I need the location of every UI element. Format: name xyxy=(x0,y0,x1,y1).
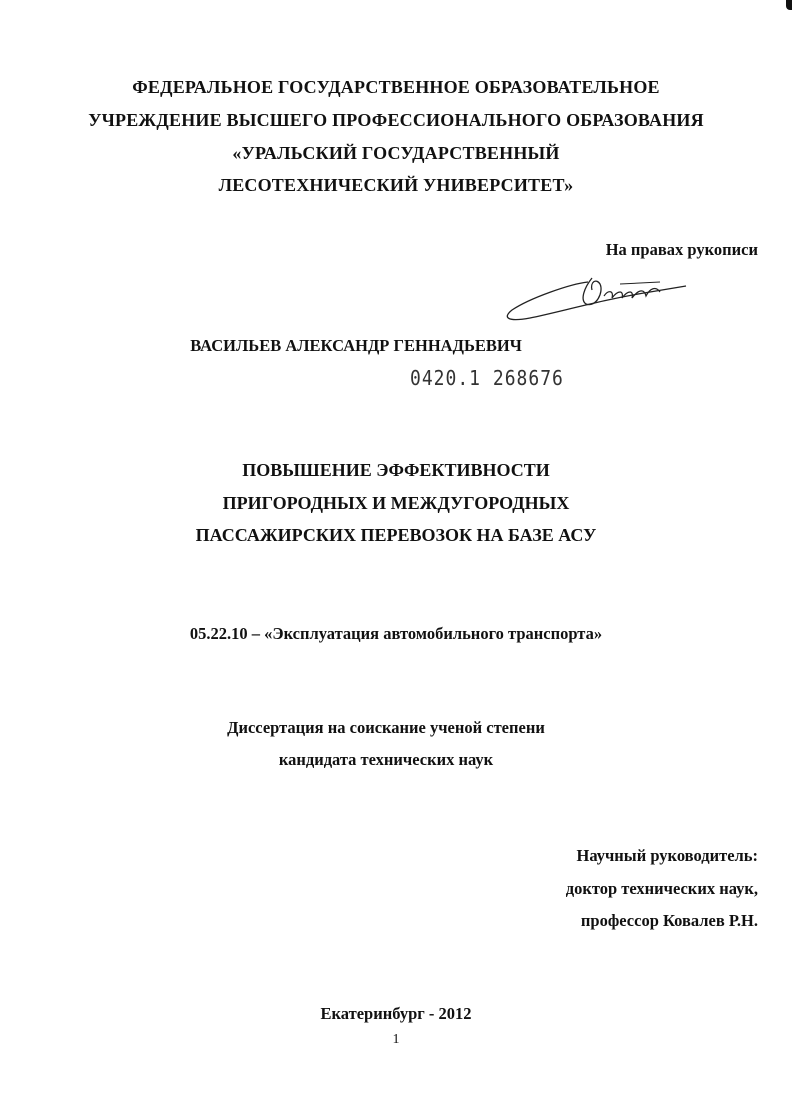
author-signature xyxy=(500,270,690,330)
author-name: ВАСИЛЬЕВ АЛЕКСАНДР ГЕННАДЬЕВИЧ xyxy=(190,336,522,355)
city-year: Екатеринбург - 2012 xyxy=(320,1004,472,1023)
dissertation-title-line-1: ПОВЫШЕНИЕ ЭФФЕКТИВНОСТИ xyxy=(242,460,550,480)
degree-line-1: Диссертация на соискание ученой степени xyxy=(227,718,545,737)
supervisor-name: профессор Ковалев Р.Н. xyxy=(580,911,758,930)
supervisor-degree: доктор технических наук, xyxy=(565,879,758,898)
supervisor-label: Научный руководитель: xyxy=(576,846,758,865)
page-number: 1 xyxy=(392,1032,400,1047)
institution-line-1: ФЕДЕРАЛЬНОЕ ГОСУДАРСТВЕННОЕ ОБРАЗОВАТЕЛЬНОЕ xyxy=(132,77,660,97)
registration-stamp: 0420.1 268676 xyxy=(410,366,564,391)
institution-line-3: «УРАЛЬСКИЙ ГОСУДАРСТВЕННЫЙ xyxy=(232,143,560,163)
institution-line-4: ЛЕСОТЕХНИЧЕСКИЙ УНИВЕРСИТЕТ» xyxy=(218,175,574,195)
specialty-code: 05.22.10 – «Эксплуатация автомобильного транспорта» xyxy=(189,624,603,643)
dissertation-title-line-2: ПРИГОРОДНЫХ И МЕЖДУГОРОДНЫХ xyxy=(222,493,570,513)
manuscript-rights: На правах рукописи xyxy=(605,240,758,259)
institution-line-2: УЧРЕЖДЕНИЕ ВЫСШЕГО ПРОФЕССИОНАЛЬНОГО ОБРАЗОВАНИЯ xyxy=(88,110,704,130)
degree-line-2: кандидата технических наук xyxy=(278,750,494,769)
scan-edge-mark xyxy=(786,0,792,10)
dissertation-title-line-3: ПАССАЖИРСКИХ ПЕРЕВОЗОК НА БАЗЕ АСУ xyxy=(195,525,597,545)
